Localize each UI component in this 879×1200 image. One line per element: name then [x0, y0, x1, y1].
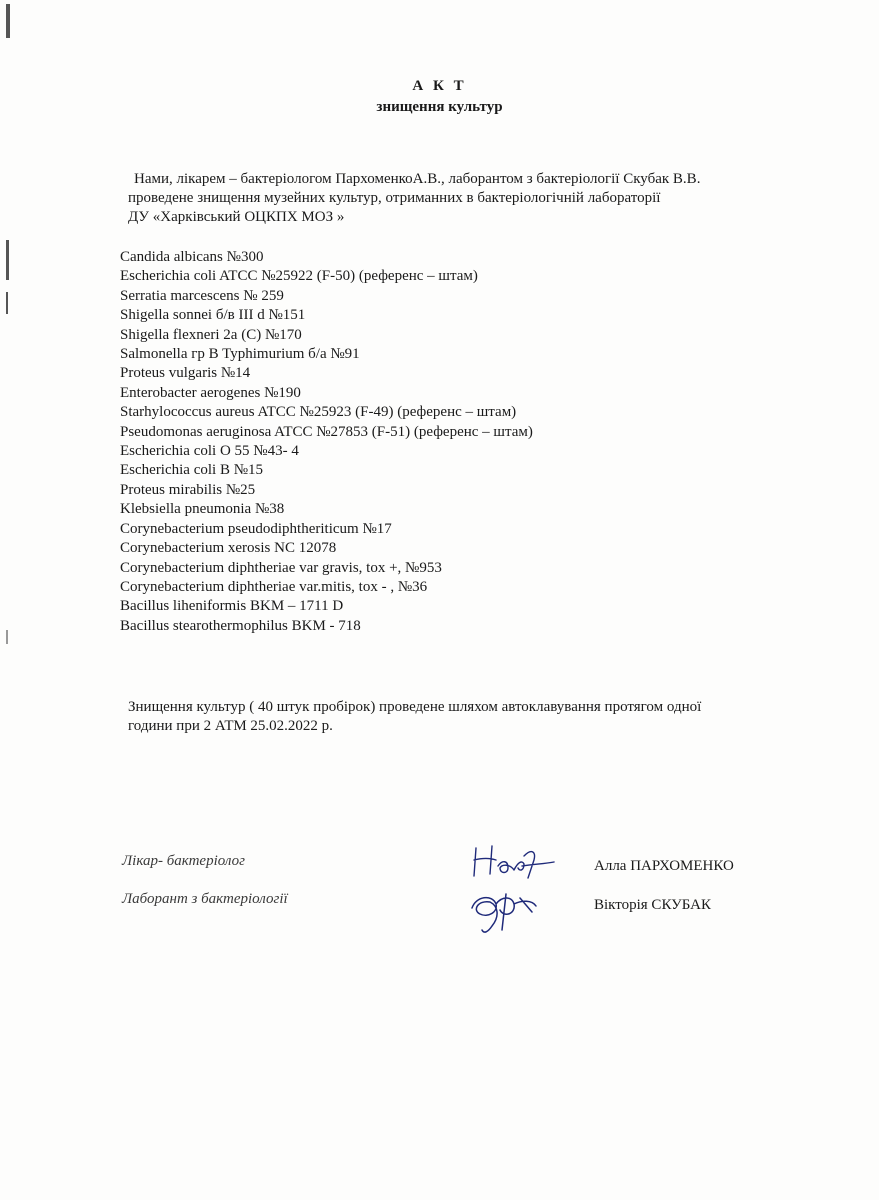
culture-item: Escherichia coli B №15: [120, 462, 264, 479]
document-subtitle: знищення культур: [376, 99, 503, 115]
culture-list: [120, 248, 740, 636]
culture-item: Shigella flexneri 2a (C) №170: [120, 326, 302, 343]
culture-item: Klebsiella pneumonia №38: [120, 501, 285, 518]
culture-item: Escherichia coli O 55 №43- 4: [120, 443, 299, 460]
summary-paragraph: [128, 698, 778, 736]
signatory-name: Алла ПАРХОМЕНКО: [594, 858, 734, 874]
culture-item: Corynebacterium diphtheriae var.mitis, tox - , №36: [120, 578, 428, 595]
culture-item: Proteus mirabilis №25: [120, 481, 256, 498]
culture-item: Serratia marcescens № 259: [120, 287, 284, 304]
scan-edge-mark: [6, 240, 9, 280]
culture-item: Corynebacterium pseudodiphtheriticum №17: [120, 520, 392, 537]
signatory-role: Лаборант з бактеріології: [122, 891, 288, 907]
culture-item: Salmonella гр B Typhimurium б/а №91: [120, 346, 360, 363]
handwritten-signature: [462, 838, 562, 884]
culture-item: Corynebacterium diphtheriae var gravis, tox +, №953: [120, 559, 442, 576]
culture-item: Pseudomonas aeruginosa ATCC №27853 (F-51) (референс – штам): [120, 423, 533, 440]
culture-item: Enterobacter aerogenes №190: [120, 384, 301, 401]
culture-item: Proteus vulgaris №14: [120, 365, 251, 382]
culture-item: Starhylococcus aureus ATCC №25923 (F-49) (референс – штам): [120, 404, 517, 421]
culture-item: Escherichia coli ATCC №25922 (F-50) (референс – штам): [120, 268, 478, 285]
scan-edge-mark: [6, 630, 8, 644]
handwritten-signature: [462, 886, 552, 938]
culture-item: Bacillus liheniformis BKM – 1711 D: [120, 598, 344, 615]
scan-edge-mark: [6, 4, 10, 38]
culture-item: Candida albicans №300: [120, 249, 264, 265]
scan-edge-mark: [6, 292, 8, 314]
document-title: А К Т: [412, 78, 467, 94]
intro-line: Нами, лікарем – бактеріологом ПархоменкоА.В., лаборантом з бактеріології Скубак В.В.: [134, 171, 701, 187]
intro-line: проведене знищення музейних культур, отриманних в бактеріологічній лабораторії: [128, 190, 661, 206]
culture-item: Corynebacterium xerosis NC 12078: [120, 540, 337, 557]
summary-line: години при 2 АТМ 25.02.2022 р.: [128, 718, 333, 734]
culture-item: Shigella sonnei б/в III d №151: [120, 307, 306, 324]
signatory-role: Лікар- бактеріолог: [122, 853, 245, 869]
signatory-name: Вікторія СКУБАК: [594, 897, 712, 913]
intro-paragraph: [128, 170, 788, 227]
summary-line: Знищення культур ( 40 штук пробірок) проведене шляхом автоклавування протягом одної: [128, 699, 702, 715]
culture-item: Bacillus stearothermophilus BKM - 718: [120, 617, 361, 634]
intro-line: ДУ «Харківський ОЦКПХ МОЗ »: [128, 209, 345, 225]
